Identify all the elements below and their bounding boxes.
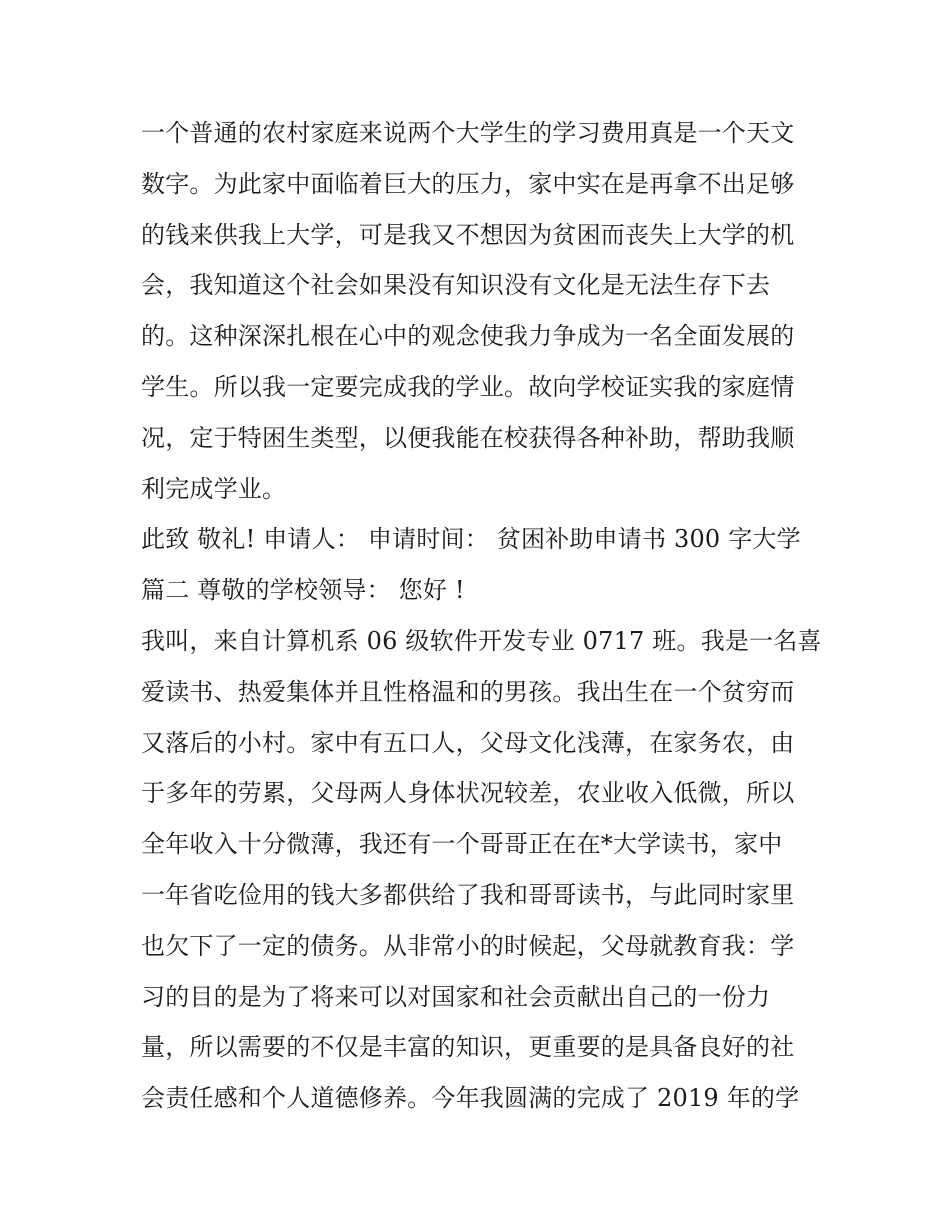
- text-line-20: 会责任感和个人道德修养。今年我圆满的完成了 2019 年的学: [141, 1084, 800, 1113]
- text-line-15: 全年收入十分微薄，我还有一个哥哥正在在*大学读书，家中: [141, 830, 783, 859]
- document-body: [141, 108, 841, 1124]
- text-line-7: 况，定于特困生类型，以便我能在校获得各种补助，帮助我顺: [141, 423, 795, 452]
- text-line-4: 会，我知道这个社会如果没有知识没有文化是无法生存下去: [141, 271, 771, 300]
- text-line-10: 篇二 尊敬的学校领导： 您好 !: [141, 576, 465, 605]
- text-line-1: 一个普通的农村家庭来说两个大学生的学习费用真是一个天文: [141, 119, 795, 147]
- text-line-2: 数字。为此家中面临着巨大的压力，家中实在是再拿不出足够: [141, 169, 795, 198]
- text-line-11: 我叫，来自计算机系 06 级软件开发专业 0717 班。我是一名喜: [141, 626, 822, 655]
- text-line-9: 此致 敬礼! 申请人： 申请时间： 贫困补助申请书 300 字大学: [141, 525, 801, 554]
- text-line-3: 的钱来供我上大学，可是我又不想因为贫困而丧失上大学的机: [141, 220, 795, 249]
- text-line-5: 的。这种深深扎根在心中的观念使我力争成为一名全面发展的: [141, 322, 795, 351]
- text-line-16: 一年省吃俭用的钱大多都供给了我和哥哥读书，与此同时家里: [141, 880, 795, 909]
- text-line-12: 爱读书、热爱集体并且性格温和的男孩。我出生在一个贫穷而: [141, 677, 795, 706]
- text-line-13: 又落后的小村。家中有五口人，父母文化浅薄，在家务农，由: [141, 728, 795, 757]
- text-line-6: 学生。所以我一定要完成我的学业。故向学校证实我的家庭情: [141, 372, 795, 401]
- text-line-18: 习的目的是为了将来可以对国家和社会贡献出自己的一份力: [141, 982, 771, 1011]
- text-line-14: 于多年的劳累，父母两人身体状况较差，农业收入低微，所以: [141, 779, 795, 808]
- text-line-8: 利完成学业。: [141, 474, 287, 503]
- text-line-17: 也欠下了一定的债务。从非常小的时候起，父母就教育我：学: [141, 931, 795, 960]
- text-line-19: 量，所以需要的不仅是丰富的知识，更重要的是具备良好的社: [141, 1033, 795, 1062]
